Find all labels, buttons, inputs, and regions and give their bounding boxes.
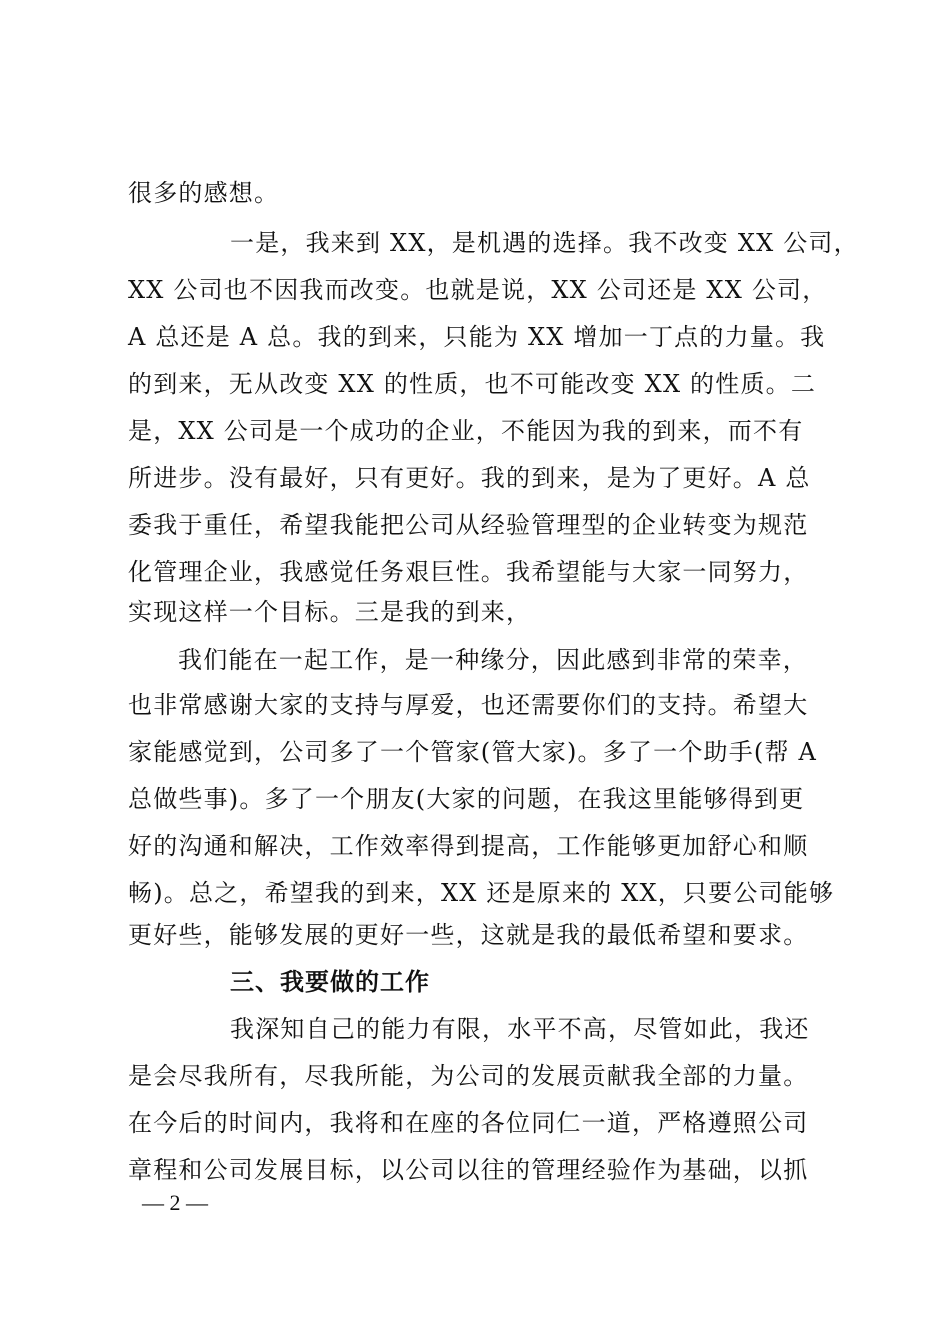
text-line: 委我于重任，希望我能把公司从经验管理型的企业转变为规范 (128, 511, 809, 539)
text-line: 实现这样一个目标。三是我的到来， (128, 598, 532, 626)
text-line: 好的沟通和解决，工作效率得到提高，工作能够更加舒心和顺 (128, 832, 809, 860)
text-line: 家能感觉到，公司多了一个管家(管大家)。多了一个助手(帮 A (128, 738, 818, 766)
text-line: 在今后的时间内，我将和在座的各位同仁一道，严格遵照公司 (128, 1109, 809, 1137)
text-line: A 总还是 A 总。我的到来，只能为 XX 增加一丁点的力量。我 (128, 323, 826, 351)
text-line: 章程和公司发展目标，以公司以往的管理经验作为基础，以抓 (128, 1156, 809, 1184)
text-line: 的到来，无从改变 XX 的性质，也不可能改变 XX 的性质。二 (128, 370, 817, 398)
text-line: 我深知自己的能力有限，水平不高，尽管如此，我还 (230, 1015, 810, 1043)
text-line: 我们能在一起工作，是一种缘分，因此感到非常的荣幸， (178, 646, 808, 674)
text-line: 更好些，能够发展的更好一些，这就是我的最低希望和要求。 (128, 921, 809, 949)
section-heading: 三、我要做的工作 (230, 968, 430, 996)
text-line: 也非常感谢大家的支持与厚爱，也还需要你们的支持。希望大 (128, 691, 809, 719)
text-line: 所进步。没有最好，只有更好。我的到来，是为了更好。A 总 (128, 464, 811, 492)
page-number: — 2 — (142, 1190, 208, 1215)
text-line: 畅)。总之，希望我的到来，XX 还是原来的 XX，只要公司能够 (128, 879, 835, 907)
text-line: 化管理企业，我感觉任务艰巨性。我希望能与大家一同努力， (128, 558, 809, 586)
text-line: 总做些事)。多了一个朋友(大家的问题，在我这里能够得到更 (128, 785, 805, 813)
text-line: 是会尽我所有，尽我所能，为公司的发展贡献我全部的力量。 (128, 1062, 809, 1090)
text-line: 一是，我来到 XX，是机遇的选择。我不改变 XX 公司， (230, 229, 859, 257)
text-line: 很多的感想。 (128, 179, 280, 207)
text-line: XX 公司也不因我而改变。也就是说，XX 公司还是 XX 公司， (128, 276, 828, 304)
text-line: 是，XX 公司是一个成功的企业，不能因为我的到来，而不有 (128, 417, 804, 445)
